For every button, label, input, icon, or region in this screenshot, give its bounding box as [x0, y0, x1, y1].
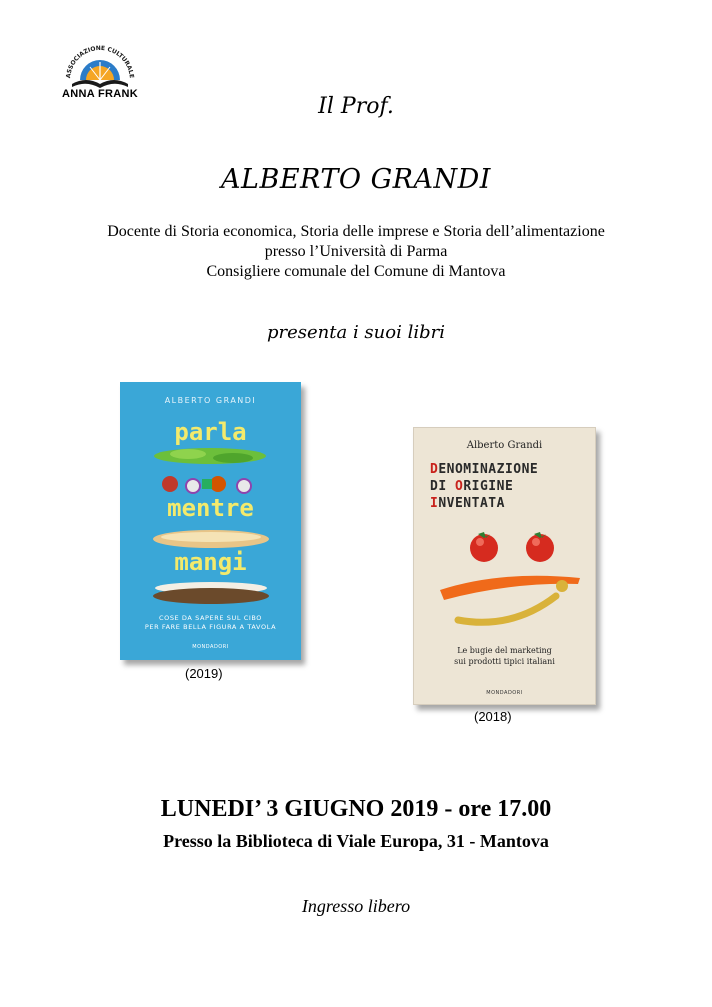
event-date: LUNEDI’ 3 GIUGNO 2019 - ore 17.00 [160, 796, 552, 822]
book-author: Alberto Grandi [466, 440, 543, 451]
tomato-carrot-oil-face-illustration [432, 524, 582, 634]
logo-arc-text: ASSOCIAZIONE CULTURALE [65, 44, 135, 79]
description-line: Docente di Storia economica, Storia delle imprese e Storia dell’alimentazione [107, 223, 605, 240]
book-cover-parla-mentre-mangi [120, 382, 301, 660]
book-title-word: mangi [174, 548, 247, 576]
book-title-word: parla [174, 418, 247, 446]
speaker-name: ALBERTO GRANDI [221, 164, 491, 195]
book-title-line: DENOMINAZIONE [430, 462, 539, 477]
book-subtitle: PER FARE BELLA FIGURA A TAVOLA [144, 623, 277, 631]
book-year: (2018) [474, 709, 512, 724]
book-publisher: MONDADORI [486, 690, 523, 696]
logo-name: ANNA FRANK [62, 88, 138, 100]
event-venue: Presso la Biblioteca di Viale Europa, 31 - Mantova [163, 831, 549, 851]
presents-line: presenta i suoi libri [267, 322, 445, 343]
book-subtitle: Le bugie del marketing [457, 646, 552, 655]
book-title-line: INVENTATA [430, 496, 505, 511]
book-subtitle: COSE DA SAPERE SUL CIBO [158, 614, 263, 622]
open-book-sun-icon [60, 40, 140, 92]
book-year: (2019) [185, 666, 223, 681]
book-subtitle: sui prodotti tipici italiani [454, 657, 555, 666]
bread-slice-illustration [150, 528, 272, 550]
intro-title: Il Prof. [318, 94, 394, 119]
book-author: ALBERTO GRANDI [164, 396, 257, 405]
bread-base-illustration [150, 580, 272, 606]
entry-info: Ingresso libero [301, 896, 411, 916]
description-line: presso l’Università di Parma [264, 243, 448, 260]
book-title-line: DI ORIGINE [430, 479, 514, 494]
book-publisher: MONDADORI [192, 644, 229, 650]
description-line: Consigliere comunale del Comune di Mantova [206, 263, 506, 280]
book-cover-denominazione-di-origine-inventata [413, 427, 596, 705]
book-title-word: mentre [167, 494, 254, 522]
